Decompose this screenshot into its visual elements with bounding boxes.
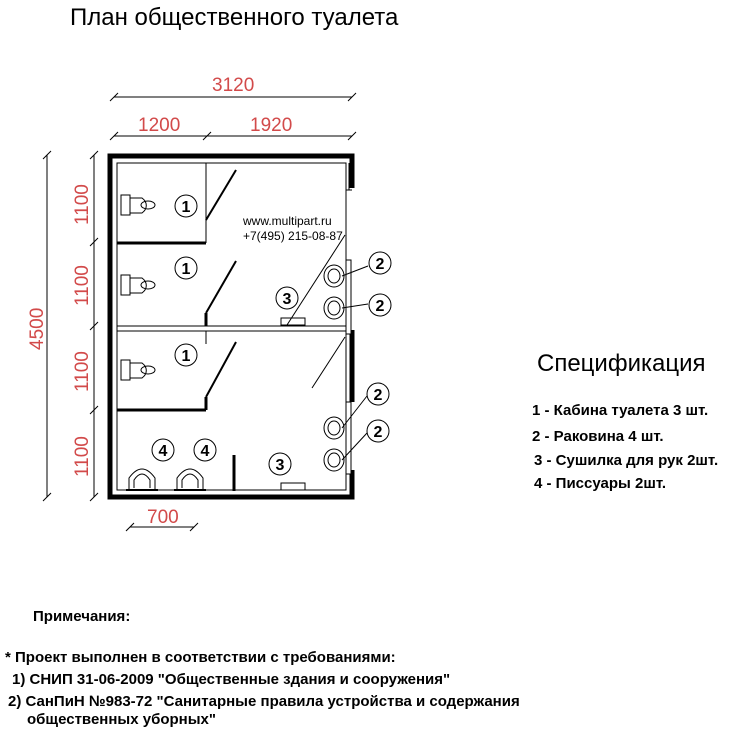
urinal-2 <box>174 469 206 490</box>
spec-item-urinal: 4 - Писсуары 2шт. <box>534 475 667 492</box>
marker-sink-1: 2 <box>375 256 385 273</box>
toilet-2 <box>121 275 155 295</box>
page-title: План общественного туалета <box>70 4 399 31</box>
dim-urinal-spacing: 700 <box>147 507 179 528</box>
marker-dryer-2: 3 <box>275 457 285 474</box>
spec-item-sink: 2 - Раковина 4 шт. <box>532 428 664 445</box>
notes-heading: Примечания: <box>33 608 131 625</box>
toilet-3 <box>121 360 155 380</box>
marker-cabin-3: 1 <box>181 348 191 365</box>
notes-intro: * Проект выполнен в соответствии с требованиями: <box>5 649 396 666</box>
dim-width-right: 1920 <box>250 115 293 136</box>
dim-total-height: 4500 <box>27 307 48 350</box>
dim-total-width: 3120 <box>212 75 255 96</box>
spec-item-cabin: 1 - Кабина туалета 3 шт. <box>532 402 709 419</box>
specification-title: Спецификация <box>537 350 706 377</box>
marker-cabin-2: 1 <box>181 261 191 278</box>
notes-line-1: 1) СНИП 31-06-2009 "Общественные здания и сооружения" <box>12 671 451 688</box>
marker-dryer-1: 3 <box>282 291 292 308</box>
urinal-1 <box>126 469 158 490</box>
notes-line-2b: общественных уборных" <box>27 711 216 728</box>
marker-urinal-2: 4 <box>200 443 210 460</box>
marker-cabin-1: 1 <box>181 199 191 216</box>
dim-row-3: 1100 <box>72 351 93 392</box>
marker-urinal-1: 4 <box>158 443 168 460</box>
marker-sink-4: 2 <box>373 424 383 441</box>
spec-item-dryer: 3 - Сушилка для рук 2шт. <box>534 452 719 469</box>
toilet-1 <box>121 195 155 215</box>
dim-width-left: 1200 <box>138 115 181 136</box>
marker-sink-3: 2 <box>373 387 383 404</box>
sinks <box>324 260 351 474</box>
marker-sink-2: 2 <box>375 298 385 315</box>
dim-row-2: 1100 <box>72 265 93 306</box>
dim-row-1: 1100 <box>72 184 93 225</box>
watermark-site: www.multipart.ru <box>243 214 332 228</box>
watermark-phone: +7(495) 215-08-87 <box>243 229 343 243</box>
notes-line-2: 2) СанПиН №983-72 "Санитарные правила устройства и содержания <box>8 693 520 710</box>
dim-row-4: 1100 <box>72 436 93 477</box>
